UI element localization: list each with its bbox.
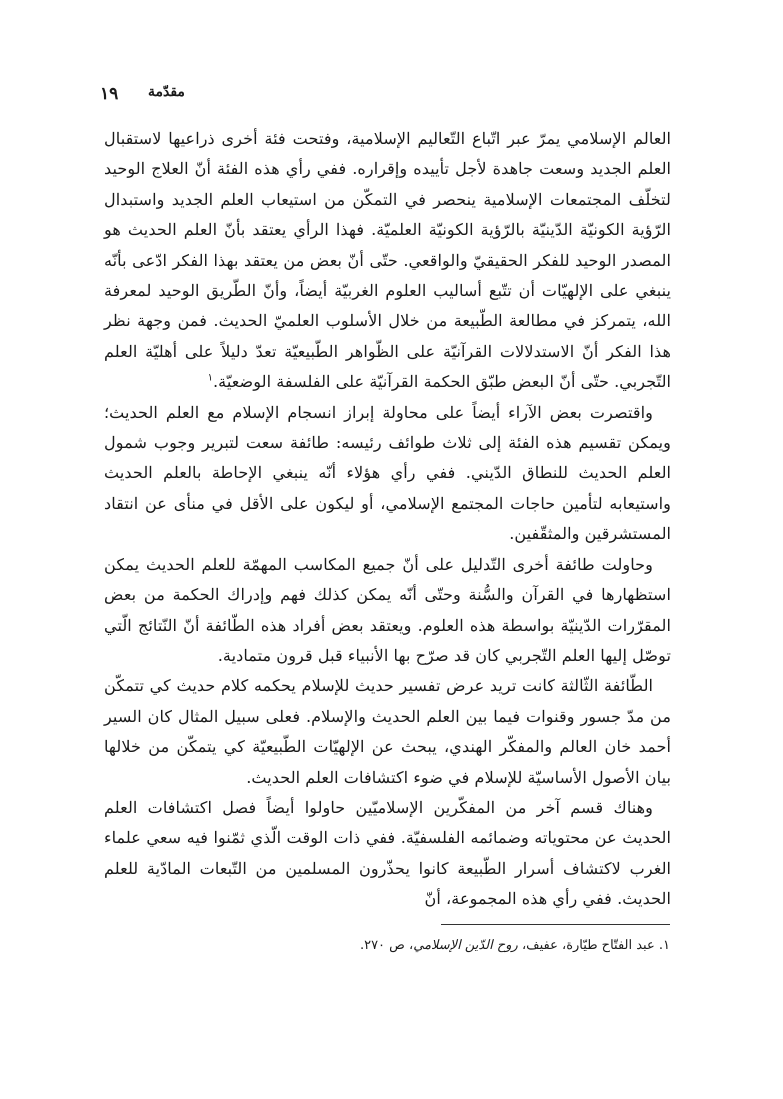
footnote <box>104 936 670 956</box>
running-title: مقدّمة <box>148 84 185 100</box>
footnote-number: ١. <box>658 938 670 953</box>
paragraph-1 <box>104 124 671 398</box>
page-number: ١٩ <box>100 84 119 104</box>
footnote-title: روح الدّين الإسلامي <box>413 938 518 953</box>
paragraph-1-text: العالم الإسلامي يمرّ عبر اتّباع التّعاليم الإسلامية، وفتحت فئة أخرى ذراعيها لاستقبال العلم الجديد وسعت جاهدة لأجل تأييده وإقراره. ففي رأي هذه الفئة أنّ العلاج الوحيد لتخلّف المجتمعات الإسلامية ينحصر في التمكّن من استيعاب العلم الجديد واستبدال الرّؤية الكونيّة الدّينيّة بالرّؤية الكونيّة العلميّة. فهذا الرأي يعتقد بأنّ العلم الحديث هو المصدر الوحيد للفكر الحقيقيّ والواقعي. حتّى أنّ بعض من يعتقد بهذا الفكر ادّعى بأنّه ينبغي على الإلهيّات أن تتّبع أساليب العلوم الغربيّة أيضاً، وأنّ الطّريق الوحيد لمعرفة الله، يتمركز في مطالعة الطّبيعة من خلال الأسلوب العلميّ الحديث. فمن وجهة نظر هذا الفكر أنّ الاستدلالات القرآنيّة على الظّواهر الطّبيعيّة تعدّ دليلاً على أهليّة العلم التّجربي. حتّى أنّ البعض طبّق الحكمة القرآنيّة على الفلسفة الوضعيّة. <box>104 129 671 392</box>
paragraph-2: واقتصرت بعض الآراء أيضاً على محاولة إبراز انسجام الإسلام مع العلم الحديث؛ ويمكن تقسيم هذه الفئة إلى ثلاث طوائف رئيسه: طائفة سعت لتبرير وجوب شمول العلم الحديث للنطاق الدّيني. ففي رأي هؤلاء أنّه ينبغي الإحاطة بالعلم الحديث واستيعابه لتأمين حاجات المجتمع الإسلامي، أو ليكون على الأقل في منأى عن انتقاد المستشرقين والمثقّفين. <box>104 402 671 544</box>
paragraph-4: الطّائفة الثّالثة كانت تريد عرض تفسير حديث للإسلام يحكمه كلام حديث كي تتمكّن من مدّ جسور وقنوات فيما بين العلم الحديث والإسلام. فعلى سبيل المثال كان السير أحمد خان العالم والمفكّر الهندي، يبحث عن الإلهيّات الطّبيعيّة كي يتمكّن من خلالها بيان الأصول الأساسيّة للإسلام في ضوء اكتشافات العلم الحديث. <box>104 676 671 787</box>
footnote-author: عبد الفتّاح طيّارة، عفيف، <box>521 938 655 953</box>
footnote-page: ، ص ٢٧٠. <box>359 938 414 953</box>
paragraph-5: وهناك قسم آخر من المفكّرين الإسلاميّين حاولوا أيضاً فصل اكتشافات العلم الحديث عن محتوياته وضمائمه الفلسفيّة. ففي ذات الوقت الّذي ثمّنوا فيه سعي علماء الغرب لاكتشاف أسرار الطّبيعة كانوا يحذّرون المسلمين من التّبعات المادّية للعلم الحديث. ففي رأي هذه المجموعة، أنّ <box>104 797 671 909</box>
paragraph-3: وحاولت طائفة أخرى التّدليل على أنّ جميع المكاسب المهمّة للعلم الحديث يمكن استظهارها في القرآن والسُّنة وحتّى أنّه يمكن كذلك فهم وإدراك الحكمة من بعض المقرّرات الدّينيّة بواسطة هذه العلوم. ويعتقد بعض أفراد هذه الطّائفة أنّ النّتائج الّتي توصّل إليها العلم التّجربي كان قد صرّح بها الأنبياء قبل قرون متمادية. <box>104 554 671 665</box>
footnote-marker[interactable]: ١ <box>207 372 214 384</box>
page-header <box>0 84 783 108</box>
footnote-divider <box>441 924 670 925</box>
body-text <box>104 124 671 915</box>
